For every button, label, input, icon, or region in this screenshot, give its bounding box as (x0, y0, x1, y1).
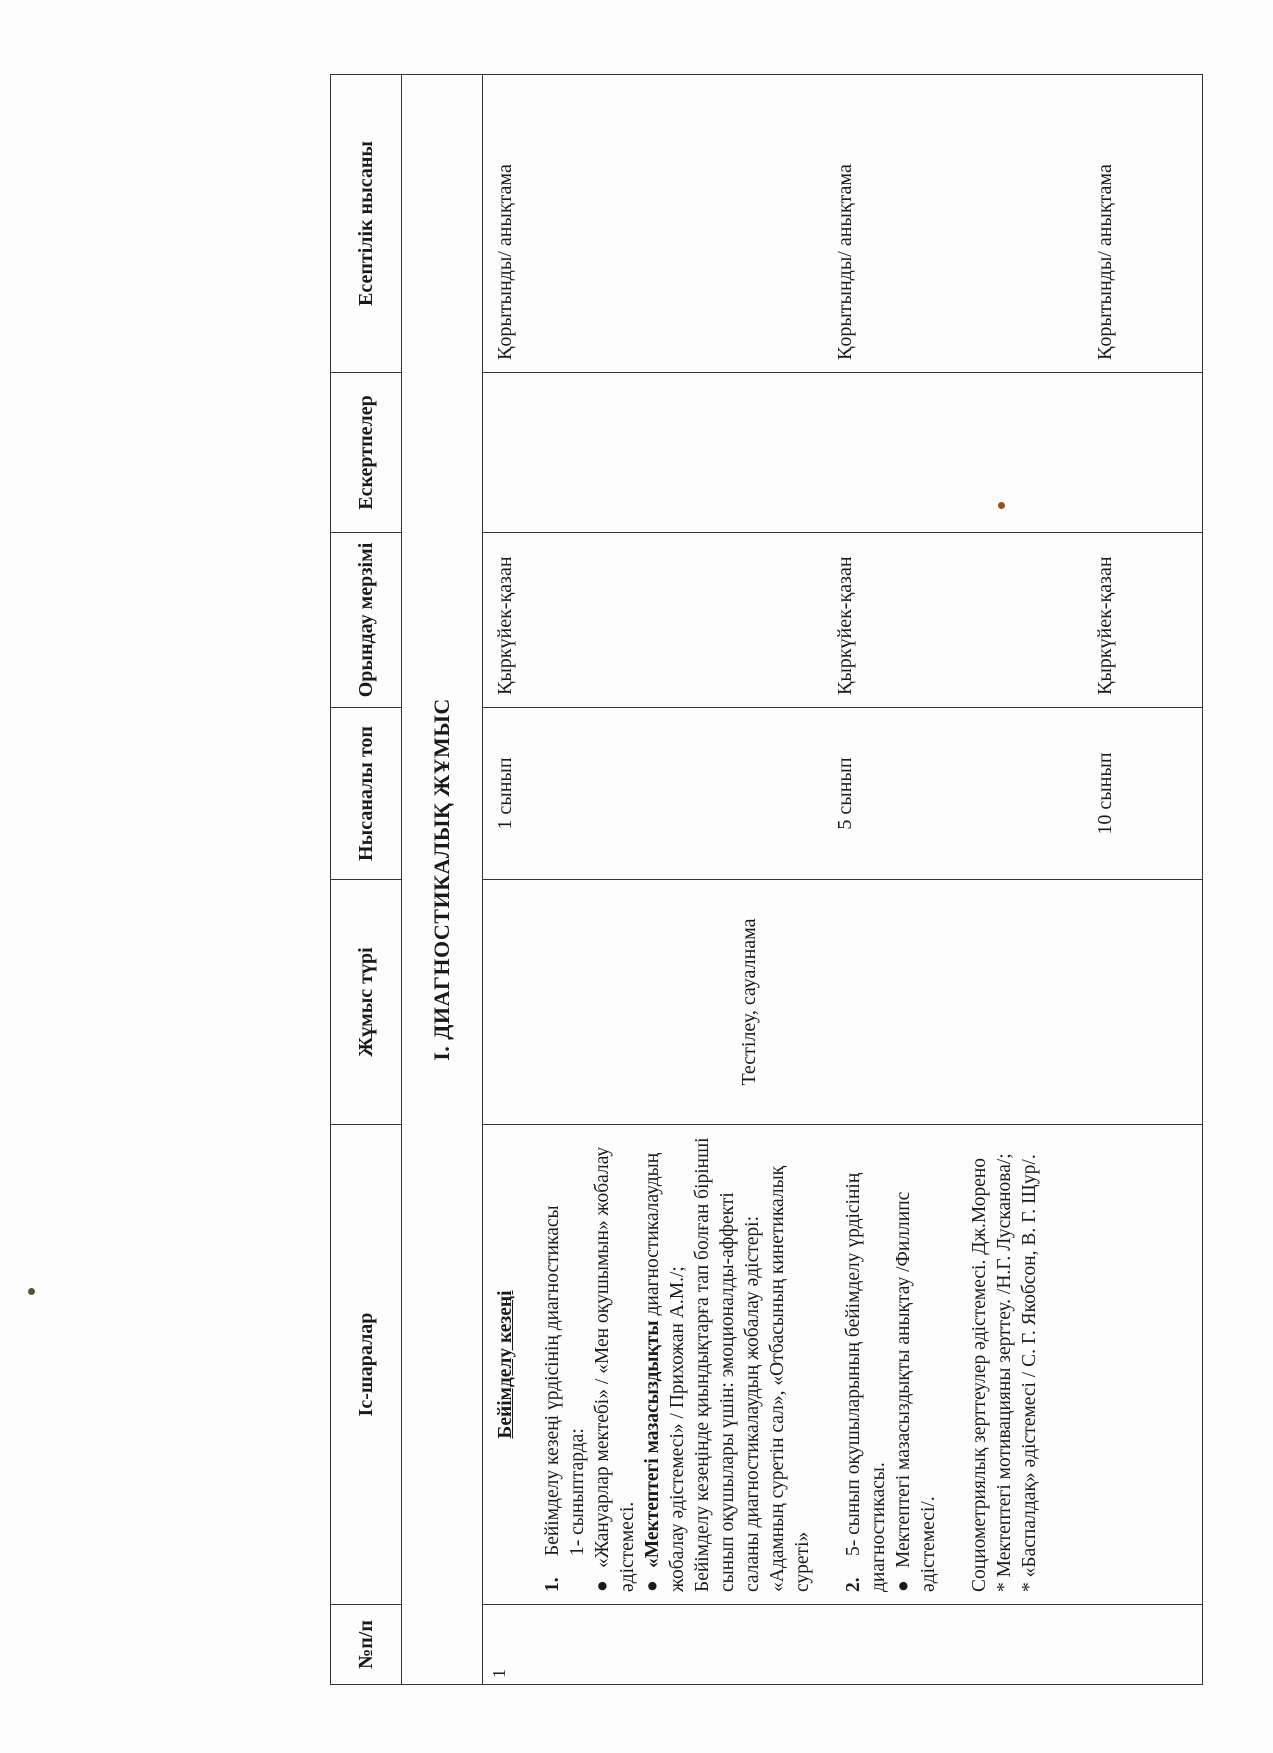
target-group-10: 10 сынып (1094, 752, 1116, 835)
deadline-3: Қыркүйек-қазан (1094, 556, 1116, 695)
table-row (483, 75, 1203, 1685)
ink-speck (28, 1288, 35, 1295)
item1-bullet2-bold: «Мектептегі мазасыздықты (642, 1320, 663, 1568)
item1-line2: 1- сыныптарда: (567, 1428, 588, 1556)
bullet-icon: ● (642, 1580, 663, 1592)
item1-bullet1-text: «Жануарлар мектебі» / «Мен оқушымын» жобалау әдістемесі. (592, 1146, 638, 1592)
item1-number: 1. (542, 1577, 563, 1592)
item1-bullet1 (590, 1137, 640, 1592)
header-events: Іс-шаралар (331, 1125, 402, 1605)
bullet-icon: ● (592, 1580, 613, 1592)
deadline-2: Қыркүйек-қазан (834, 556, 856, 695)
item1-bullet2 (640, 1137, 690, 1592)
item1-title (540, 1137, 565, 1592)
report-form-cell (483, 75, 1203, 373)
item2-bullet-text: Мектептегі мазасыздықты анықтау /Филлипс әдістемесі/. (893, 1191, 939, 1592)
plan-table (330, 74, 1203, 1685)
work-type-cell (483, 880, 1203, 1125)
header-deadline: Орындау мерзімі (331, 533, 402, 708)
bullet-icon: ● (893, 1580, 914, 1592)
row-number: 1 (483, 1605, 1203, 1685)
item2-title-text: 5- сынып оқушыларының бейімделу үрдісінің диагностикасы. (843, 1172, 889, 1592)
report-form-1: Қорытынды/ анықтама (494, 164, 516, 360)
report-form-2: Қорытынды/ анықтама (834, 164, 856, 360)
header-row (331, 75, 402, 1685)
phase-title: Бейімделу кезеңі (495, 1290, 516, 1439)
notes-cell (483, 373, 1203, 533)
section-title: І. ДИАГНОСТИКАЛЫҚ ЖҰМЫС (402, 75, 483, 1685)
spacer (815, 1137, 841, 1592)
header-target-group: Нысаналы топ (331, 708, 402, 880)
deadline-1: Қыркүйек-қазан (494, 556, 516, 695)
item1-title-text: Бейімделу кезеңі үрдісінің диагностикасы (542, 1205, 563, 1556)
extra-line2: * Мектептегі мотивацияны зерттеу. /Н.Г. Лусканова/; (994, 1153, 1015, 1592)
extra-line3: * «Баспалдақ» әдістемесі / С. Г. Якобсон, В. Г. Щур/. (1019, 1154, 1040, 1592)
spacer (941, 1137, 967, 1592)
header-number: №п/п (331, 1605, 402, 1685)
header-notes: Ескертпелер (331, 373, 402, 533)
work-type-text: Тестілеу, сауалнама (738, 918, 760, 1086)
header-report-form: Есептілік нысаны (331, 75, 402, 373)
extra-line1: Социометриялық зерттеулер әдістемесі. Дж.Морено (969, 1157, 990, 1592)
item1-paragraph: Бейімделу кезеңінде қиындықтарға тап болған бірінші сынып оқушылары үшін: эмоционалды-аффекті саланы диагностикалаудың жобалау әдістері: «Адамның суретін сал», «Отбасының кинетикалық суреті» (692, 1137, 813, 1592)
target-group-5: 5 сынып (834, 757, 856, 830)
rotated-page (330, 75, 1200, 1685)
item2-bullet (891, 1137, 941, 1592)
section-row (402, 75, 483, 1685)
ink-speck (998, 502, 1005, 509)
target-group-1: 1 сынып (494, 757, 516, 830)
item1-bullet2-rest: диагностикалаудың жобалау әдістемесі» / Прихожан А.М./; (642, 1152, 688, 1592)
item2-number: 2. (843, 1577, 864, 1592)
events-cell (483, 1125, 1203, 1605)
report-form-3: Қорытынды/ анықтама (1094, 164, 1116, 360)
header-work-type: Жұмыс түрі (331, 880, 402, 1125)
item2-title (841, 1137, 891, 1592)
deadline-cell (483, 533, 1203, 708)
target-group-cell (483, 708, 1203, 880)
